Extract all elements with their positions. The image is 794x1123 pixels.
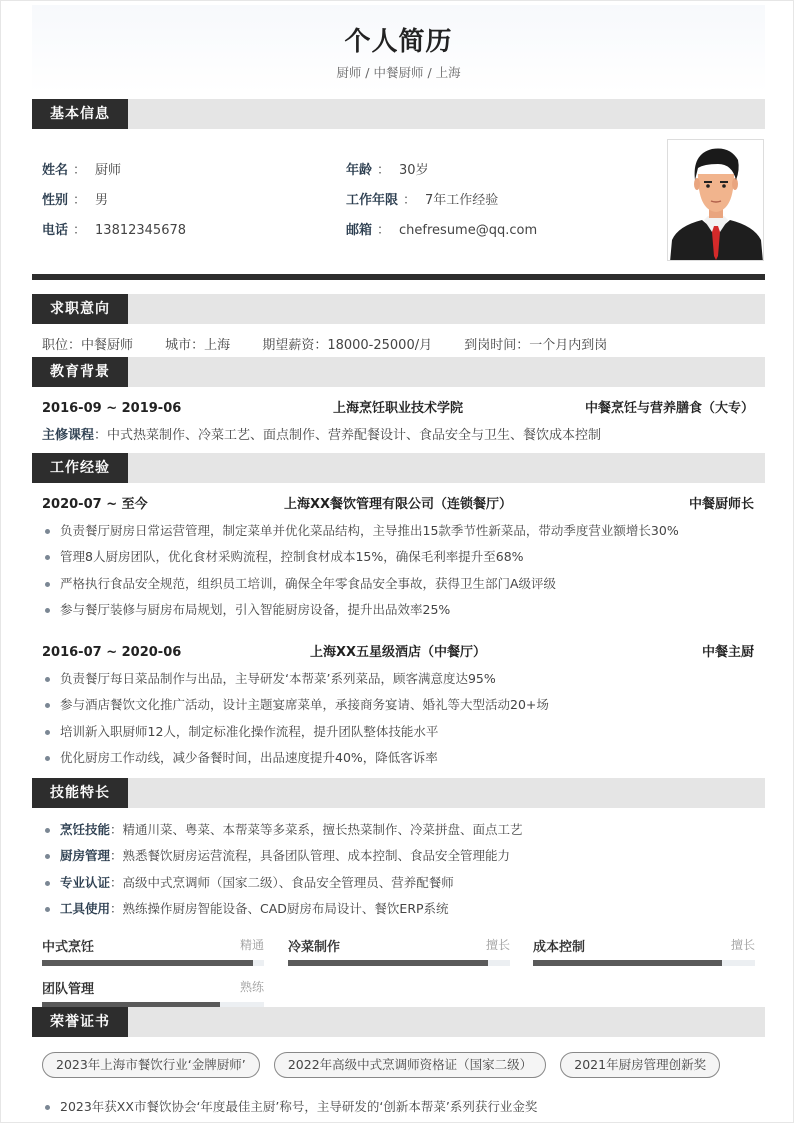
skill-text: ：高级中式烹调师（国家二级）、食品安全管理员、营养配餐师 — [110, 874, 454, 890]
experience-row — [42, 495, 754, 515]
section-title: 求职意向 — [32, 294, 128, 324]
skills-list — [42, 820, 523, 925]
education-major: 中餐烹饪与营养膳食（大专） — [584, 401, 754, 416]
skill-label: 专业认证 — [60, 874, 111, 890]
info-label: 性别 — [42, 193, 69, 208]
list-item: 管理8人厨房团队，优化食材采购流程，控制食材成本15%，确保毛利率提升至68% — [42, 547, 679, 573]
section-header-skills — [32, 778, 765, 808]
section-title: 荣誉证书 — [32, 1007, 128, 1037]
list-item: 负责餐厅每日菜品制作与出品，主导研发‘本帮菜’系列菜品，顾客满意度达95% — [42, 669, 549, 695]
skill-text: ：熟悉餐饮厨房运营流程，具备团队管理、成本控制、食品安全管理能力 — [110, 848, 511, 864]
skill-bar-level: 精通 — [239, 938, 264, 952]
info-value: chefresume@qq.com — [399, 223, 538, 238]
page-title: 个人简历 — [344, 27, 453, 57]
skill-bar — [533, 936, 755, 976]
skill-bar-name: 冷菜制作 — [288, 940, 341, 955]
info-name: 姓名 ： 厨师 — [42, 163, 122, 178]
skill-bar-level: 擅长 — [730, 938, 755, 952]
honor-pill: 2023年上海市餐饮行业‘金牌厨师’ — [42, 1052, 260, 1078]
skill-bar-track — [288, 960, 510, 966]
skill-bar-level: 擅长 — [485, 938, 510, 952]
section-header-education — [32, 357, 765, 387]
info-value: 厨师 — [95, 163, 122, 178]
honor-pill: 2022年高级中式烹调师资格证（国家二级） — [274, 1052, 546, 1078]
section-title: 基本信息 — [32, 99, 128, 129]
job-period: 2020-07 ~ 至今 — [42, 497, 148, 512]
info-label: 电话 — [42, 223, 69, 238]
info-label: 年龄 — [346, 163, 373, 178]
info-label: 工作年限 — [346, 193, 399, 208]
skill-bar — [288, 936, 510, 976]
section-title: 技能特长 — [32, 778, 128, 808]
skill-label: 烹饪技能 — [60, 822, 111, 837]
honor-pill: 2021年厨房管理创新奖 — [560, 1052, 720, 1078]
intent-position: 职位：中餐厨师 — [42, 338, 134, 353]
list-item: 参与酒店餐饮文化推广活动，设计主题宴席菜单，承接商务宴请、婚礼等大型活动20+场 — [42, 695, 549, 721]
job-company: 上海XX五星级酒店（中餐厅） — [309, 645, 487, 660]
skill-text: ：熟练操作厨房智能设备、CAD厨房布局设计、餐饮ERP系统 — [110, 900, 449, 916]
honor-pills — [42, 1052, 729, 1078]
info-email: 邮箱 ： chefresume@qq.com — [346, 223, 538, 238]
list-item: 优化厨房工作动线，减少备餐时间，出品速度提升40%，降低客诉率 — [42, 748, 549, 774]
section-title: 教育背景 — [32, 357, 128, 387]
list-item — [42, 820, 523, 846]
job-period: 2016-07 ~ 2020-06 — [42, 645, 182, 660]
job-duties-list — [42, 521, 679, 626]
courses-label: 主修课程 — [42, 428, 95, 443]
list-item: 参与餐厅装修与厨房布局规划，引入智能厨房设备，提升出品效率25% — [42, 600, 679, 626]
job-intent-row — [42, 336, 635, 356]
list-item — [42, 846, 523, 872]
section-header-basic-info — [32, 99, 765, 129]
job-duties-list — [42, 669, 549, 774]
info-value: 7年工作经验 — [425, 193, 499, 208]
section-title: 工作经验 — [32, 453, 128, 483]
skill-bar-track — [42, 960, 264, 966]
skill-bar-fill — [42, 960, 253, 966]
skill-bar — [42, 936, 264, 976]
intent-salary: 期望薪资：18000-25000/月 — [262, 338, 433, 353]
skill-bar-name: 中式烹饪 — [42, 940, 95, 955]
info-value: 30岁 — [399, 163, 429, 178]
skill-bar-name: 成本控制 — [533, 940, 586, 955]
experience-row — [42, 643, 754, 663]
list-item — [42, 873, 523, 899]
info-value: 13812345678 — [95, 223, 187, 238]
list-item: 负责餐厅厨房日常运营管理，制定菜单并优化菜品结构，主导推出15款季节性新菜品，带动季度营业额增长30% — [42, 521, 679, 547]
list-item: 严格执行食品安全规范，组织员工培训，确保全年零食品安全事故，获得卫生部门A级评级 — [42, 574, 679, 600]
skill-bar-level: 熟练 — [239, 980, 264, 994]
info-age: 年龄 ： 30岁 — [346, 163, 429, 178]
avatar-icon — [668, 140, 764, 261]
info-value: 男 — [95, 193, 109, 208]
education-school: 上海烹饪职业技术学院 — [332, 401, 463, 416]
avatar-photo — [667, 139, 764, 261]
skill-bar-fill — [533, 960, 722, 966]
section-header-job-intent — [32, 294, 765, 324]
list-item: 培训新入职厨师12人，制定标准化操作流程，提升团队整体技能水平 — [42, 722, 549, 748]
info-work-years: 工作年限 ： 7年工作经验 — [346, 193, 499, 208]
skill-text: ：精通川菜、粤菜、本帮菜等多菜系，擅长热菜制作、冷菜拼盘、面点工艺 — [110, 822, 523, 837]
courses-text: ：中式热菜制作、冷菜工艺、面点制作、营养配餐设计、食品安全与卫生、餐饮成本控制 — [94, 428, 602, 443]
info-label: 姓名 — [42, 163, 69, 178]
honors-list — [42, 1097, 537, 1123]
job-role: 中餐厨师长 — [688, 497, 754, 512]
skill-bar-fill — [288, 960, 488, 966]
list-item — [42, 899, 523, 925]
skill-label: 厨房管理 — [60, 848, 111, 864]
education-row — [42, 399, 754, 419]
skill-bar-name: 团队管理 — [42, 982, 95, 997]
skill-label: 工具使用 — [60, 900, 111, 916]
info-label: 邮箱 — [346, 223, 373, 238]
job-company: 上海XX餐饮管理有限公司（连锁餐厅） — [283, 497, 513, 512]
resume-header — [32, 5, 765, 93]
info-phone: 电话 ： 13812345678 — [42, 223, 187, 238]
divider — [32, 274, 765, 280]
intent-city: 城市：上海 — [165, 338, 231, 353]
skill-bar-track — [533, 960, 755, 966]
list-item: 2023年获XX市餐饮协会‘年度最佳主厨’称号，主导研发的‘创新本帮菜’系列获行业金奖 — [42, 1097, 537, 1123]
education-period: 2016-09 ~ 2019-06 — [42, 401, 182, 416]
page-subtitle: 厨师 / 中餐厨师 / 上海 — [336, 65, 461, 80]
info-gender: 性别 ： 男 — [42, 193, 109, 208]
education-courses — [42, 426, 601, 446]
section-header-honors — [32, 1007, 765, 1037]
section-header-experience — [32, 453, 765, 483]
intent-availability: 到岗时间：一个月内到岗 — [464, 338, 608, 353]
job-role: 中餐主厨 — [701, 645, 754, 660]
